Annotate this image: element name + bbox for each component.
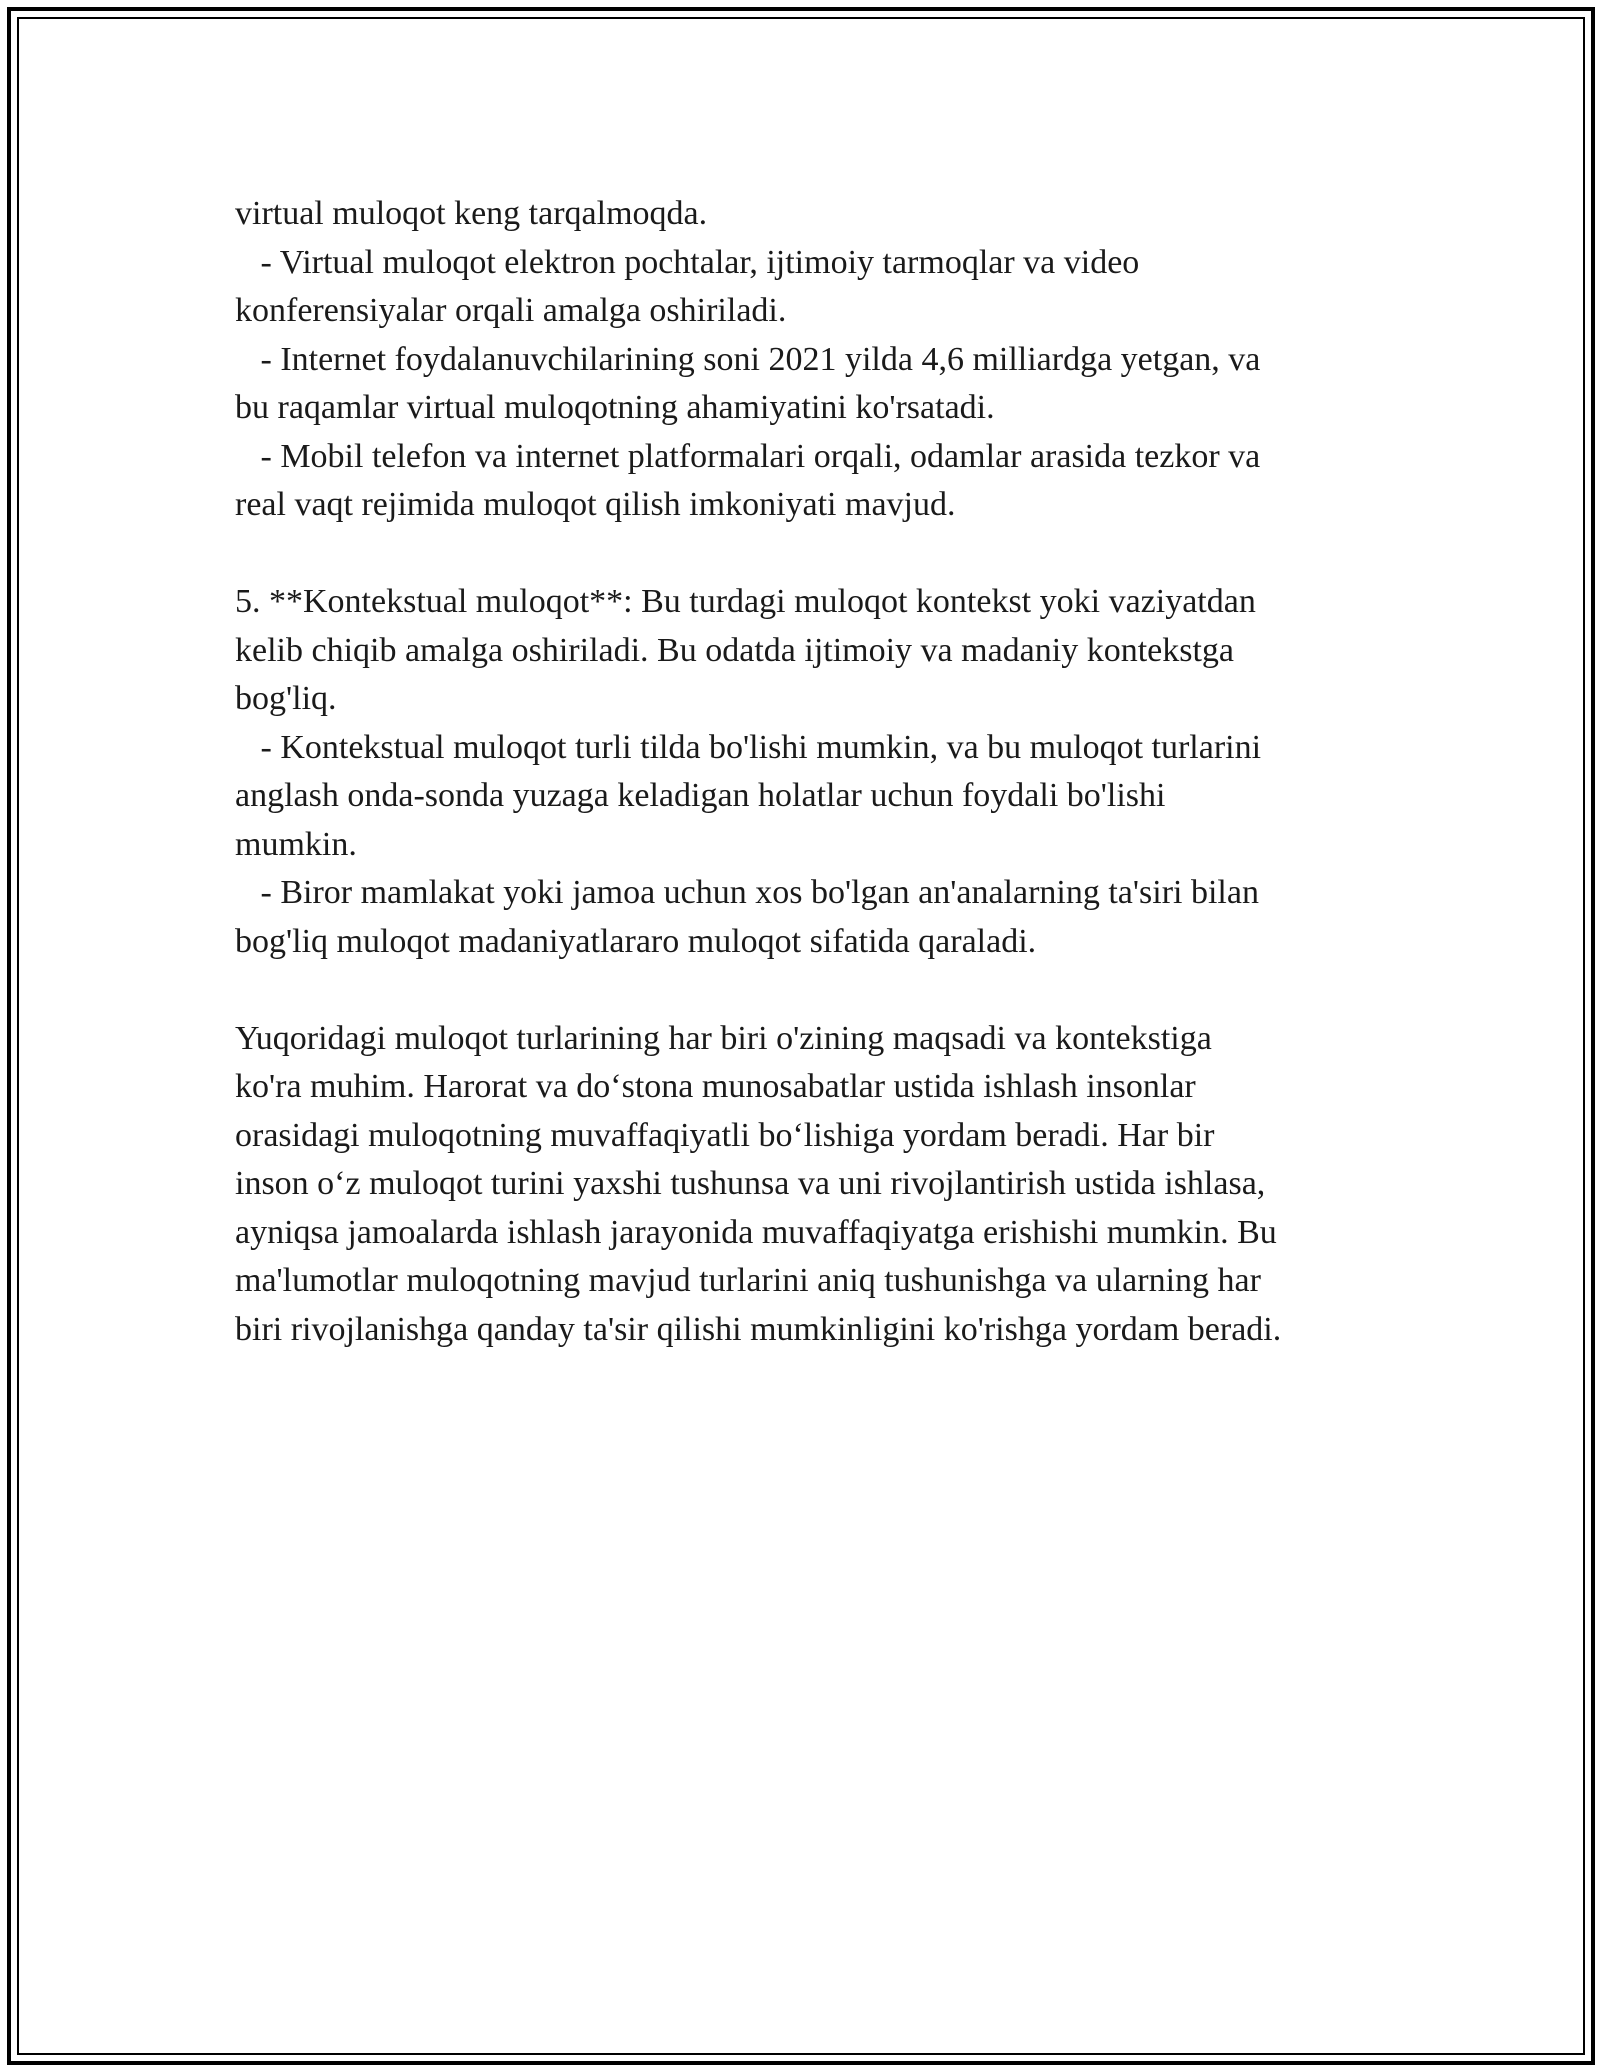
text-line: ko'ra muhim. Harorat va do‘stona munosabatlar ustida ishlash insonlar — [235, 1068, 1196, 1105]
text-line: orasidagi muloqotning muvaffaqiyatli bo‘lishiga yordam beradi. Har bir — [235, 1116, 1215, 1154]
text-line: virtual muloqot keng tarqalmoqda. — [235, 195, 708, 232]
paragraph-gap — [235, 966, 1375, 1015]
text-line: ma'lumotlar muloqotning mavjud turlarini aniq tushunishga va ularning har — [235, 1262, 1261, 1299]
text-line: - Virtual muloqot elektron pochtalar, ijtimoiy tarmoqlar va video — [235, 243, 1140, 281]
text-line: inson o‘z muloqot turini yaxshi tushunsa va uni rivojlantirish ustida ishlasa, — [235, 1165, 1266, 1202]
text-line: bog'liq. — [235, 680, 337, 717]
paragraph-virtual-muloqot — [235, 190, 1375, 530]
text-line: kelib chiqib amalga oshiriladi. Bu odatda ijtimoiy va madaniy kontekstga — [235, 631, 1235, 669]
text-line: ayniqsa jamoalarda ishlash jarayonida muvaffaqiyatga erishishi mumkin. Bu — [235, 1213, 1277, 1251]
text-line: anglash onda-sonda yuzaga keladigan holatlar uchun foydali bo'lishi — [235, 777, 1166, 814]
text-line: biri rivojlanishga qanday ta'sir qilishi mumkinligini ko'rishga yordam beradi. — [235, 1310, 1282, 1348]
text-line: - Mobil telefon va internet platformalari orqali, odamlar arasida tezkor va — [235, 437, 1261, 475]
text-line: - Biror mamlakat yoki jamoa uchun xos bo'lgan an'analarning ta'siri bilan — [235, 874, 1259, 911]
text-line: bog'liq muloqot madaniyatlararo muloqot sifatida qaraladi. — [235, 922, 1037, 960]
paragraph-conclusion — [235, 1015, 1375, 1355]
text-line: konferensiyalar orqali amalga oshiriladi. — [235, 292, 787, 329]
text-line: mumkin. — [235, 825, 357, 863]
document-body — [235, 190, 1375, 1354]
text-line: 5. **Kontekstual muloqot**: Bu turdagi muloqot kontekst yoki vaziyatdan — [235, 583, 1256, 620]
text-line: Yuqoridagi muloqot turlarining har biri o'zining maqsadi va kontekstiga — [235, 1019, 1212, 1057]
text-line: bu raqamlar virtual muloqotning ahamiyatini ko'rsatadi. — [235, 389, 995, 426]
text-line: real vaqt rejimida muloqot qilish imkoniyati mavjud. — [235, 486, 956, 523]
text-line: - Kontekstual muloqot turli tilda bo'lishi mumkin, va bu muloqot turlarini — [235, 728, 1262, 766]
paragraph-kontekstual-muloqot — [235, 578, 1375, 966]
paragraph-gap — [235, 530, 1375, 579]
text-line: - Internet foydalanuvchilarining soni 2021 yilda 4,6 milliardga yetgan, va — [235, 340, 1261, 378]
